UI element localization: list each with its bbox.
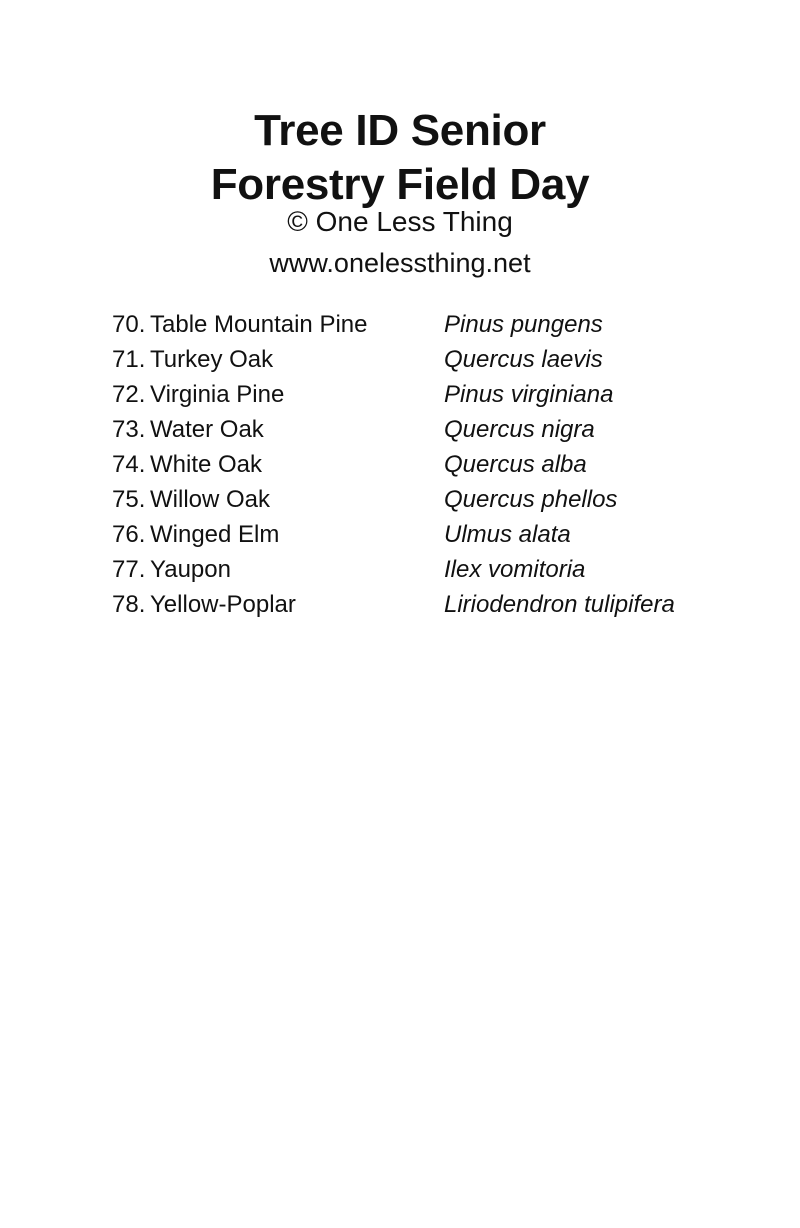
species-number: 78.	[112, 591, 146, 618]
species-common-name: White Oak	[150, 451, 263, 478]
species-common-name: Yellow-Poplar	[150, 591, 296, 618]
species-row	[112, 342, 752, 377]
species-scientific-name: Pinus pungens	[444, 311, 603, 338]
copyright-notice: © One Less Thing	[287, 206, 513, 237]
website-url: www.onelessthing.net	[269, 248, 531, 278]
species-scientific-name: Quercus nigra	[444, 416, 595, 443]
species-common-name: Willow Oak	[150, 486, 271, 513]
species-row	[112, 517, 752, 552]
species-number: 77.	[112, 556, 146, 583]
species-common-name: Virginia Pine	[150, 381, 285, 408]
species-number: 71.	[112, 346, 146, 373]
species-common-name: Water Oak	[150, 416, 264, 443]
species-scientific-name: Pinus virginiana	[444, 381, 614, 408]
species-common-name: Turkey Oak	[150, 346, 274, 373]
species-row	[112, 377, 752, 412]
species-row	[112, 587, 752, 622]
species-list	[112, 307, 752, 622]
species-scientific-name: Quercus laevis	[444, 346, 603, 373]
species-common-name: Yaupon	[150, 556, 231, 583]
species-number: 72.	[112, 381, 146, 408]
species-scientific-name: Ilex vomitoria	[444, 556, 586, 583]
species-row	[112, 447, 752, 482]
species-common-name: Table Mountain Pine	[150, 311, 368, 338]
species-scientific-name: Quercus phellos	[444, 486, 618, 513]
species-number: 70.	[112, 311, 146, 338]
species-number: 73.	[112, 416, 146, 443]
species-scientific-name: Ulmus alata	[444, 521, 571, 548]
species-scientific-name: Quercus alba	[444, 451, 587, 478]
species-scientific-name: Liriodendron tulipifera	[444, 591, 675, 618]
species-row	[112, 307, 752, 342]
page-title-line-1: Tree ID Senior	[254, 106, 546, 155]
species-number: 76.	[112, 521, 146, 548]
species-row	[112, 482, 752, 517]
species-row	[112, 552, 752, 587]
species-common-name: Winged Elm	[150, 521, 280, 548]
species-number: 74.	[112, 451, 146, 478]
species-number: 75.	[112, 486, 146, 513]
species-row	[112, 412, 752, 447]
page-title-line-2: Forestry Field Day	[210, 160, 590, 209]
page-header	[0, 104, 800, 279]
